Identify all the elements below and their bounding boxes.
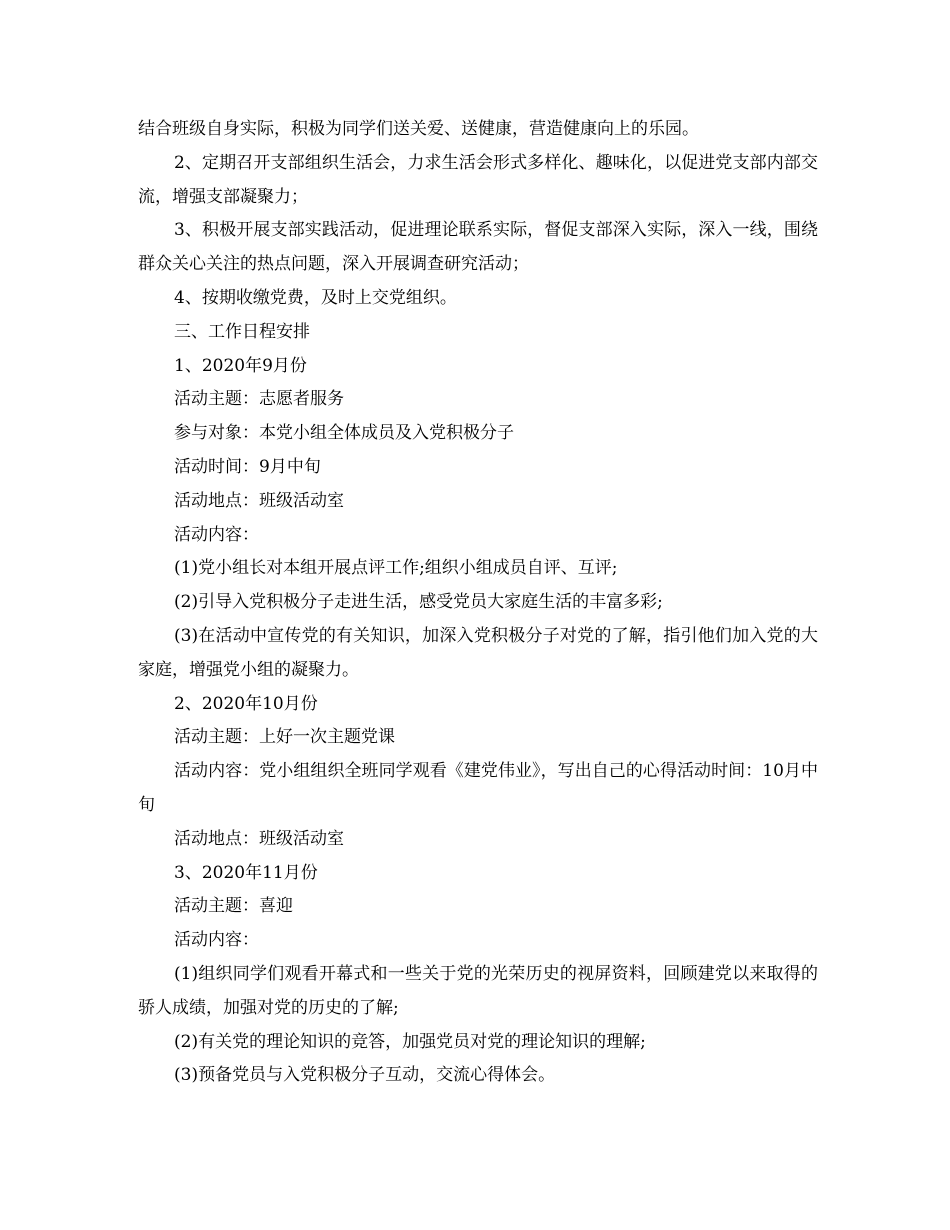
paragraph: 4、按期收缴党费，及时上交党组织。: [174, 287, 457, 308]
paragraph: 活动内容：: [174, 930, 259, 951]
paragraph: (1)党小组长对本组开展点评工作;组织小组成员自评、互评;: [174, 558, 618, 579]
paragraph: 活动内容：: [174, 524, 259, 545]
paragraph: (1)组织同学们观看开幕式和一些关于党的光荣历史的视屏资料，回顾建党以来取得的骄人成绩，加强对党的历史的了解;: [138, 963, 818, 1018]
paragraph: 参与对象：本党小组全体成员及入党积极分子: [174, 423, 514, 444]
paragraph: (3)预备党员与入党积极分子互动，交流心得体会。: [174, 1065, 556, 1086]
paragraph: 活动主题：志愿者服务: [174, 389, 344, 410]
paragraph: (2)引导入党积极分子走进生活，感受党员大家庭生活的丰富多彩;: [174, 592, 663, 613]
paragraph: 2、定期召开支部组织生活会，力求生活会形式多样化、趣味化，以促进党支部内部交流，增强支部凝聚力；: [138, 152, 818, 207]
paragraph: 2、2020年10月份: [174, 693, 318, 714]
paragraph: 3、2020年11月份: [174, 862, 318, 883]
paragraph: 三、工作日程安排: [174, 321, 310, 342]
paragraph: (3)在活动中宣传党的有关知识，加深入党积极分子对党的了解，指引他们加入党的大家庭，增强党小组的凝聚力。: [138, 625, 818, 680]
paragraph: 活动地点：班级活动室: [174, 828, 344, 849]
document-body: [138, 113, 818, 1093]
paragraph: 结合班级自身实际，积极为同学们送关爱、送健康，营造健康向上的乐园。: [138, 119, 699, 139]
paragraph: 1、2020年9月份: [174, 355, 307, 376]
paragraph: 活动主题：上好一次主题党课: [174, 727, 395, 748]
paragraph: 活动时间：9月中旬: [174, 456, 321, 477]
paragraph: 活动地点：班级活动室: [174, 490, 344, 511]
paragraph: 3、积极开展支部实践活动，促进理论联系实际，督促支部深入实际，深入一线，围绕群众关心关注的热点问题，深入开展调查研究活动；: [138, 220, 818, 275]
paragraph: 活动主题：喜迎: [174, 896, 293, 917]
paragraph: (2)有关党的理论知识的竞答，加强党员对党的理论知识的理解;: [174, 1031, 646, 1052]
paragraph: 活动内容：党小组组织全班同学观看《建党伟业》，写出自己的心得活动时间：10月中旬: [138, 761, 818, 815]
